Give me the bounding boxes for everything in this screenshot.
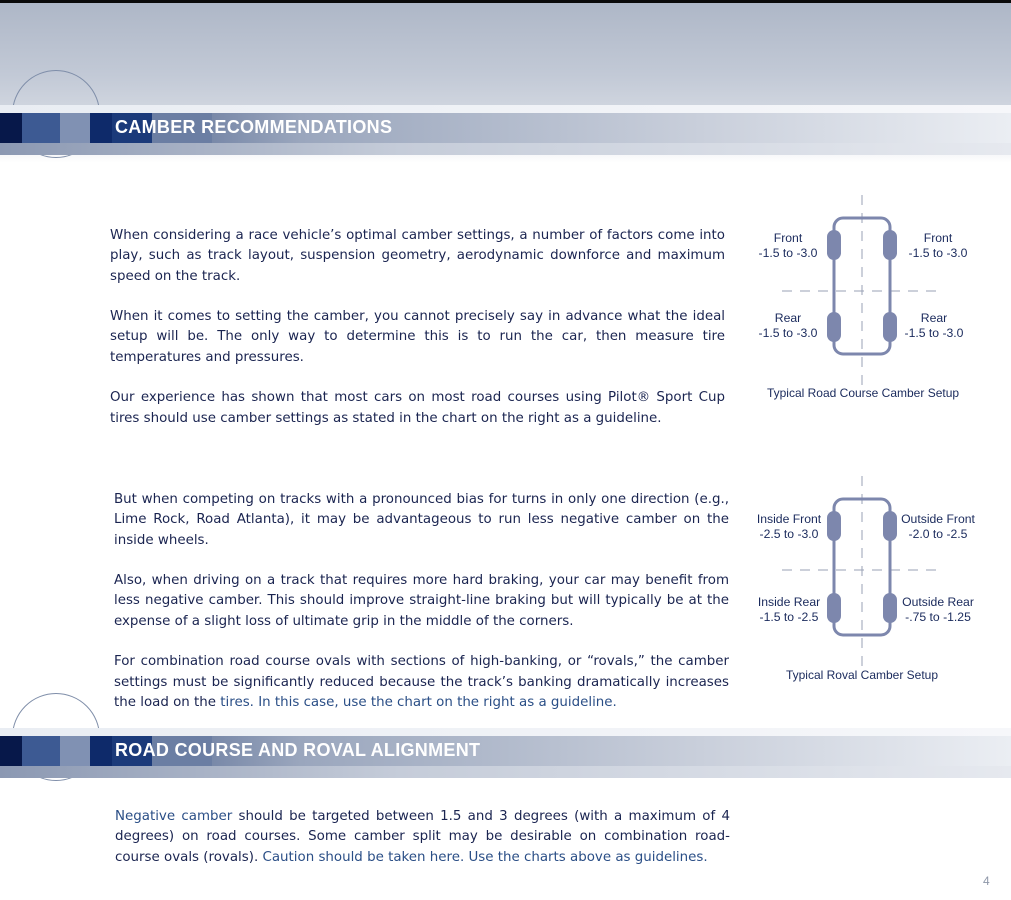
car-outline-graphic	[742, 195, 982, 415]
car-outline-graphic	[742, 476, 982, 696]
wheel-front-right	[883, 230, 897, 260]
roval-camber-diagram	[742, 476, 982, 696]
paragraph: Our experience has shown that most cars on most road courses using Pilot® Sport Cup tires should use camber settings as stated in the chart on the right as a guideline.	[110, 390, 725, 426]
outside-rear-label: Outside Rear -.75 to -1.25	[902, 595, 974, 624]
rear-left-label: Rear -1.5 to -3.0	[758, 311, 818, 340]
paragraph: Negative camber should be targeted between 1.5 and 3 degrees (with a maximum of 4 degrees) on road courses. Some camber split may be desirable on combination road-course ovals (rovals). Caution should be taken here. Use the charts above as guidelines.	[115, 809, 730, 865]
wheel-front-left	[827, 511, 841, 541]
front-right-label: Front -1.5 to -3.0	[908, 231, 968, 260]
camber-advanced-text	[114, 490, 729, 713]
inside-front-label: Inside Front -2.5 to -3.0	[756, 512, 822, 541]
outside-front-label: Outside Front -2.0 to -2.5	[901, 512, 975, 541]
roval-caption: Typical Roval Camber Setup	[785, 668, 939, 682]
wheel-front-right	[883, 511, 897, 541]
wheel-rear-left	[827, 593, 841, 623]
wheel-rear-right	[883, 312, 897, 342]
paragraph: But when competing on tracks with a pronounced bias for turns in only one direction (e.g., Lime Rock, Road Atlanta), it may be advantageous to run less negative camber on the inside wheels.	[114, 492, 729, 548]
camber-intro-text	[110, 226, 725, 429]
section-header-alignment	[0, 736, 1011, 766]
wheel-rear-right	[883, 593, 897, 623]
page-number: 4	[983, 874, 990, 888]
paragraph: When it comes to setting the camber, you cannot precisely say in advance what the ideal setup will be. The only way to determine this is to run the car, then measure tire temperatures and pressures.	[110, 309, 725, 365]
paragraph: For combination road course ovals with sections of high-banking, or “rovals,” the camber settings must be significantly reduced because the track’s banking dramatically increases the load on the tires. In this case, use the chart on the right as a guideline.	[114, 654, 729, 710]
inside-rear-label: Inside Rear -1.5 to -2.5	[757, 595, 821, 624]
rear-right-label: Rear -1.5 to -3.0	[904, 311, 964, 340]
road-course-caption: Typical Road Course Camber Setup	[766, 386, 960, 400]
paragraph: When considering a race vehicle’s optimal camber settings, a number of factors come into play, such as track layout, suspension geometry, aerodynamic downforce and maximum speed on the track.	[110, 228, 725, 284]
wheel-front-left	[827, 230, 841, 260]
paragraph: Also, when driving on a track that requires more hard braking, your car may benefit from less negative camber. This should improve straight-line braking but will typically be at the expense of a slight loss of ultimate grip in the middle of the corners.	[114, 573, 729, 629]
section-title-camber: CAMBER RECOMMENDATIONS	[115, 117, 393, 137]
wheel-rear-left	[827, 312, 841, 342]
alignment-text	[115, 807, 730, 868]
road-course-camber-diagram	[742, 195, 982, 415]
section-header-camber	[0, 113, 1011, 143]
section-title-alignment: ROAD COURSE AND ROVAL ALIGNMENT	[115, 740, 481, 760]
front-left-label: Front -1.5 to -3.0	[758, 231, 818, 260]
